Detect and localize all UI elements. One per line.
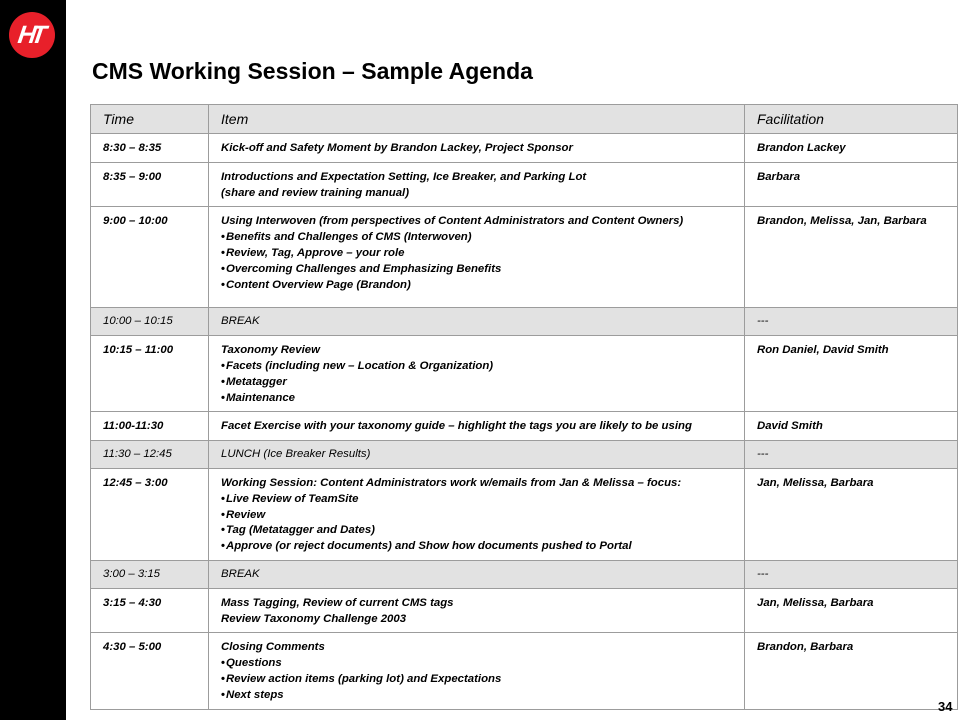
time-cell: 9:00 – 10:00 xyxy=(91,207,209,308)
item-cell xyxy=(209,134,745,163)
item-line: Mass Tagging, Review of current CMS tags xyxy=(221,596,454,609)
item-cell xyxy=(209,588,745,633)
item-bullet: • Tag (Metatagger and Dates) xyxy=(221,523,732,539)
table-row xyxy=(91,633,958,709)
table-row xyxy=(91,441,958,469)
facilitation-cell: Brandon, Melissa, Jan, Barbara xyxy=(745,207,958,308)
facilitation-cell: David Smith xyxy=(745,412,958,441)
table-row xyxy=(91,162,958,207)
time-cell: 8:35 – 9:00 xyxy=(91,162,209,207)
table-row xyxy=(91,336,958,412)
item-cell xyxy=(209,560,745,588)
item-bullet: • Questions xyxy=(221,656,732,672)
table-row xyxy=(91,308,958,336)
facilitation-cell: Ron Daniel, David Smith xyxy=(745,336,958,412)
item-line: BREAK xyxy=(221,315,260,328)
item-cell xyxy=(209,207,745,308)
left-sidebar xyxy=(0,0,66,720)
facilitation-cell: Jan, Melissa, Barbara xyxy=(745,468,958,560)
item-cell xyxy=(209,441,745,469)
company-logo xyxy=(9,12,55,58)
table-row xyxy=(91,412,958,441)
facilitation-cell: Jan, Melissa, Barbara xyxy=(745,588,958,633)
item-line: Kick-off and Safety Moment by Brandon Lackey, Project Sponsor xyxy=(221,142,573,154)
table-row xyxy=(91,134,958,163)
time-cell: 11:00-11:30 xyxy=(91,412,209,441)
item-bullet: • Next steps xyxy=(221,688,732,704)
time-cell: 3:15 – 4:30 xyxy=(91,588,209,633)
item-line: Review Taxonomy Challenge 2003 xyxy=(221,612,407,625)
time-cell: 8:30 – 8:35 xyxy=(91,134,209,163)
item-bullet: • Review action items (parking lot) and Expectations xyxy=(221,672,732,688)
item-bullet: • Overcoming Challenges and Emphasizing Benefits xyxy=(221,262,732,278)
time-cell: 12:45 – 3:00 xyxy=(91,468,209,560)
item-line: (share and review training manual) xyxy=(221,186,409,199)
page-number: 34 xyxy=(938,699,953,714)
table-row xyxy=(91,207,958,308)
time-cell: 11:30 – 12:45 xyxy=(91,441,209,469)
time-cell: 3:00 – 3:15 xyxy=(91,560,209,588)
agenda-table xyxy=(90,104,958,710)
item-bullet: • Approve (or reject documents) and Show how documents pushed to Portal xyxy=(221,539,732,555)
item-bullet: • Review xyxy=(221,508,732,524)
facilitation-cell: Barbara xyxy=(745,162,958,207)
item-bullet: • Live Review of TeamSite xyxy=(221,492,732,508)
item-cell xyxy=(209,633,745,709)
header-time: Time xyxy=(91,105,209,134)
item-bullet: • Review, Tag, Approve – your role xyxy=(221,246,732,262)
item-cell xyxy=(209,412,745,441)
time-cell: 10:15 – 11:00 xyxy=(91,336,209,412)
item-bullet: • Metatagger xyxy=(221,375,732,391)
item-line: Facet Exercise with your taxonomy guide – highlight the tags you are likely to be using xyxy=(221,420,692,433)
time-cell: 10:00 – 10:15 xyxy=(91,308,209,336)
item-line: Working Session: Content Administrators work w/emails from Jan & Melissa – focus: xyxy=(221,476,682,489)
item-cell xyxy=(209,308,745,336)
logo-text: HT xyxy=(16,20,44,49)
item-bullet: • Maintenance xyxy=(221,391,732,407)
item-line: Taxonomy Review xyxy=(221,344,320,357)
item-bullet: • Facets (including new – Location & Organization) xyxy=(221,359,732,375)
item-line: Closing Comments xyxy=(221,641,325,654)
item-bullet: • Benefits and Challenges of CMS (Interwoven) xyxy=(221,230,732,246)
facilitation-cell: --- xyxy=(745,308,958,336)
item-line: Using Interwoven (from perspectives of Content Administrators and Content Owners) xyxy=(221,215,684,228)
table-row xyxy=(91,588,958,633)
facilitation-cell: --- xyxy=(745,441,958,469)
item-cell xyxy=(209,336,745,412)
header-facilitation: Facilitation xyxy=(745,105,958,134)
item-cell xyxy=(209,162,745,207)
header-item: Item xyxy=(209,105,745,134)
time-cell: 4:30 – 5:00 xyxy=(91,633,209,709)
item-line: LUNCH (Ice Breaker Results) xyxy=(221,448,371,461)
item-bullet: • Content Overview Page (Brandon) xyxy=(221,278,732,294)
item-cell xyxy=(209,468,745,560)
table-header-row xyxy=(91,105,958,134)
slide-title: CMS Working Session – Sample Agenda xyxy=(92,58,533,84)
facilitation-cell: Brandon Lackey xyxy=(745,134,958,163)
facilitation-cell: --- xyxy=(745,560,958,588)
table-row xyxy=(91,468,958,560)
facilitation-cell: Brandon, Barbara xyxy=(745,633,958,709)
item-line: Introductions and Expectation Setting, Ice Breaker, and Parking Lot xyxy=(221,170,587,183)
item-line: BREAK xyxy=(221,567,260,580)
table-row xyxy=(91,560,958,588)
